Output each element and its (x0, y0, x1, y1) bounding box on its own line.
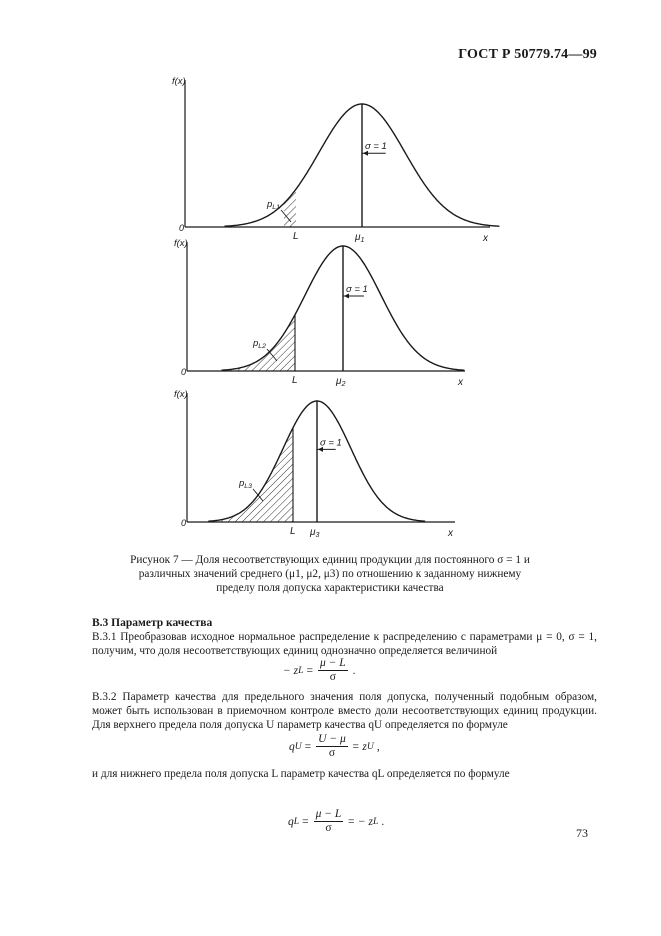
section-title: В.3 Параметр качества (92, 617, 213, 629)
origin-label: 0 (181, 518, 187, 528)
paragraph-b32: В.3.2 Параметр качества для предельного значения поля допуска, полученный подобным образом, может быть использован в приемочном контроле вместо доли несоответствующих единиц продукции. Для верхнего предела поля допуска U параметр качества qU определяется по формуле (92, 691, 597, 731)
formula-ql-den: σ (325, 822, 332, 834)
mean-label: $\mu_2$ (336, 376, 346, 388)
origin-label: 0 (179, 223, 185, 233)
y-axis-label: f(x) (174, 389, 188, 400)
y-axis-label: f(x) (174, 238, 188, 249)
formula-ql-num: μ − L (315, 808, 342, 820)
x-axis-label: x (448, 528, 453, 539)
formula-qu-sub: U (294, 741, 302, 752)
lower-limit-label: L (293, 231, 299, 242)
y-axis-label: f(x) (172, 76, 186, 87)
hatched-tail-area (208, 429, 293, 522)
mean-label: $\mu_3$ (310, 527, 320, 539)
tail-probability-label: $p_{L3}$ (239, 478, 252, 490)
formula-z-sub: L (298, 665, 304, 676)
formula-qu (289, 733, 380, 760)
panel-1 (172, 76, 499, 244)
formula-qu-den: σ (328, 747, 336, 759)
formula-z-den: σ (329, 671, 336, 683)
document-code: ГОСТ Р 50779.74—99 (458, 47, 597, 62)
formula-ql-eq: = (302, 815, 309, 828)
formula-qu-rsub: U (366, 741, 374, 752)
formula-ql-sub: L (293, 816, 300, 827)
sigma-label: σ = 1 (346, 284, 368, 295)
formula-qu-num: U − μ (318, 733, 346, 745)
mean-label: $\mu_1$ (355, 232, 365, 244)
formula-qu-right: = z (351, 740, 367, 753)
x-axis-label: x (458, 377, 463, 388)
tail-probability-label: $p_{L1}$ (267, 199, 280, 211)
formula-ql-end: . (381, 815, 385, 828)
tail-probability-label: $p_{L2}$ (253, 338, 266, 350)
panel-2 (174, 238, 465, 388)
sigma-label: σ = 1 (320, 437, 342, 449)
x-axis-label: x (483, 233, 488, 244)
formula-z-eq: = (306, 664, 313, 677)
formula-qu-end: , (376, 740, 380, 753)
page-number: 73 (576, 826, 588, 840)
formula-ql-right: = − z (347, 815, 374, 828)
panel-3 (174, 389, 455, 539)
formula-qu-left: q (289, 740, 295, 753)
paragraph-lower-limit: и для нижнего предела поля допуска L параметр качества qL определяется по формуле (92, 768, 510, 780)
sigma-label: σ = 1 (365, 141, 387, 153)
figure-caption: Рисунок 7 — Доля несоответствующих единиц продукции для постоянного σ = 1 и различных значений среднего (μ1, μ2, μ3) по отношению к заданному нижнему пределу поля допуска характеристики качества (130, 554, 530, 594)
formula-z-left: − z (283, 664, 299, 677)
lower-limit-label: L (292, 375, 298, 386)
formula-z (283, 657, 356, 684)
lower-limit-label: L (290, 526, 296, 537)
formula-qu-eq: = (304, 740, 312, 753)
origin-label: 0 (181, 367, 187, 377)
formula-ql (288, 808, 384, 835)
formula-ql-rsub: L (373, 816, 379, 827)
formula-z-num: μ − L (319, 657, 346, 669)
paragraph-b31: В.3.1 Преобразовав исходное нормальное распределение к распределению с параметрами μ = 0, σ = 1, получим, что доля несоответствующих единиц однозначно определяется величиной (92, 631, 597, 657)
formula-z-end: . (352, 664, 356, 677)
formula-ql-left: q (288, 815, 294, 828)
